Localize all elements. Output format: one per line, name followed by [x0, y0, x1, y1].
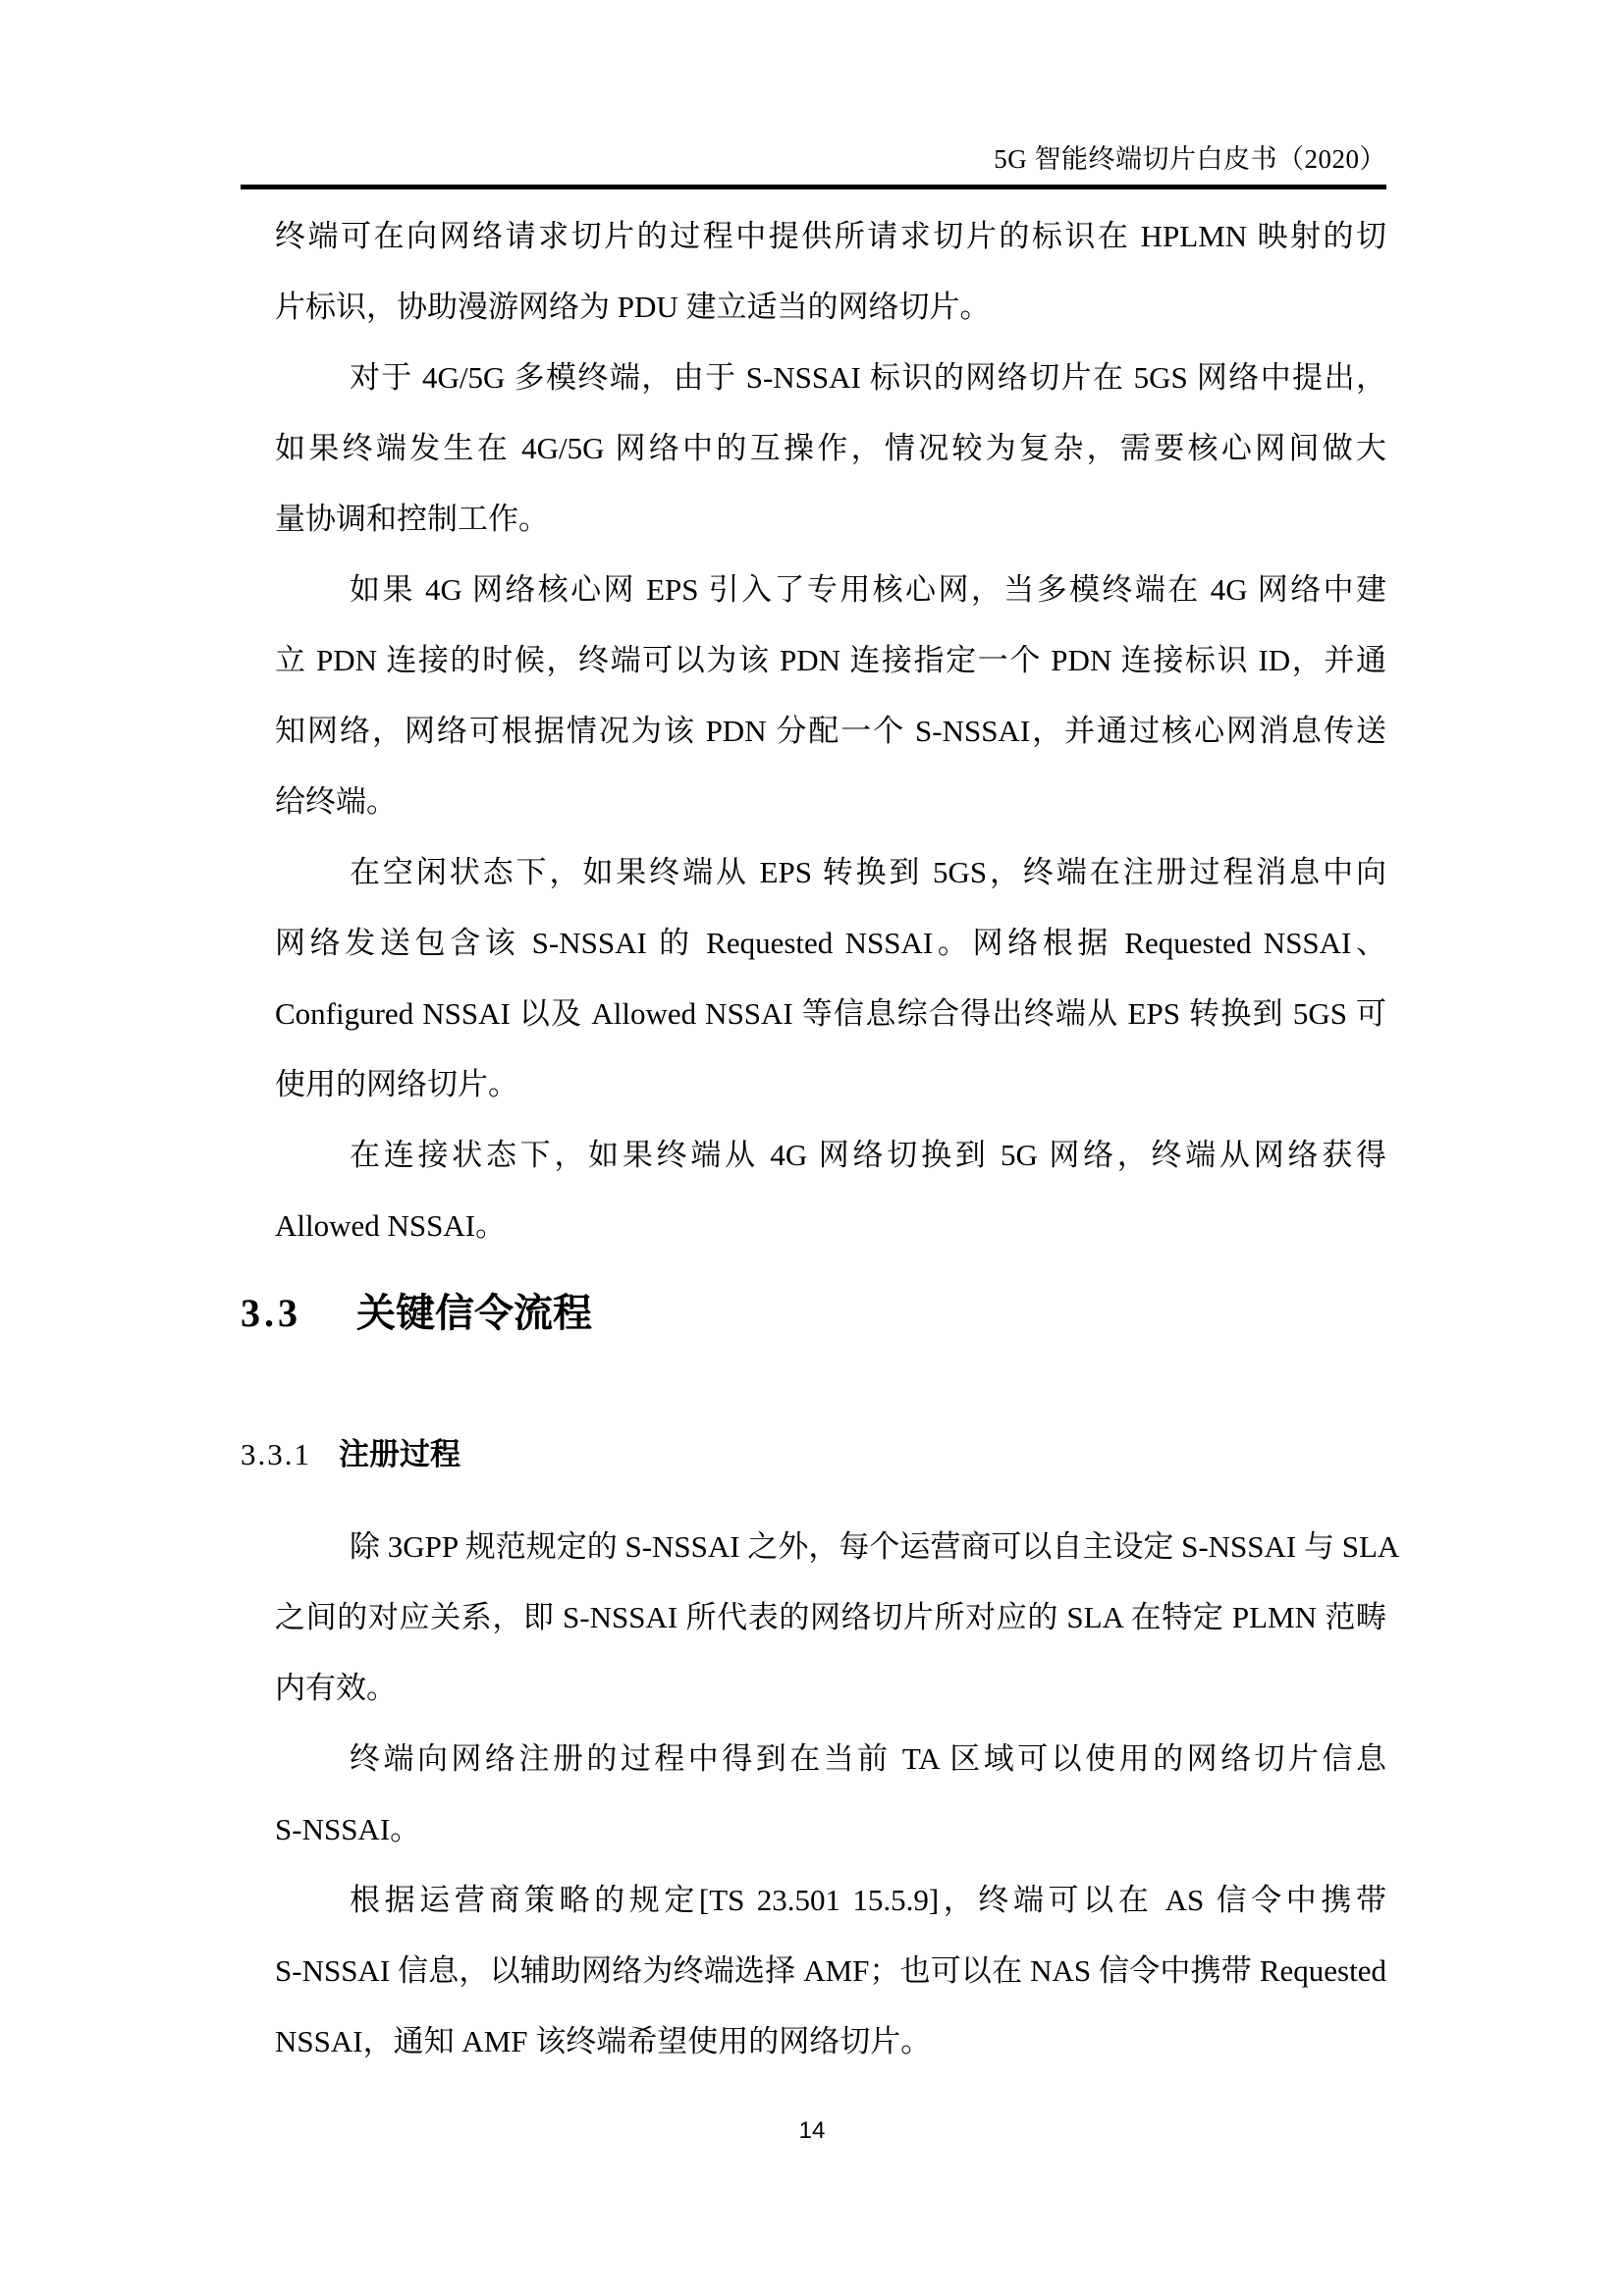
paragraph-line: Configured NSSAI 以及 Allowed NSSAI 等信息综合得出终端从 EPS 转换到 5GS 可	[275, 996, 1386, 1031]
paragraph-line: 片标识，协助漫游网络为 PDU 建立适当的网络切片。	[275, 290, 991, 324]
paragraph-line: NSSAI，通知 AMF 该终端希望使用的网络切片。	[275, 2024, 932, 2058]
heading-number: 3.3	[241, 1291, 301, 1335]
paragraph-line: 网络发送包含该 S-NSSAI 的 Requested NSSAI。网络根据 Requested NSSAI、	[275, 926, 1386, 960]
paragraph-line: Allowed NSSAI。	[275, 1208, 507, 1243]
paragraph	[275, 1512, 1400, 1724]
paragraph-line: 使用的网络切片。	[275, 1067, 518, 1101]
page-number: 14	[798, 2117, 826, 2144]
paragraph-line: 在空闲状态下，如果终端从 EPS 转换到 5GS，终端在注册过程消息中向	[350, 855, 1386, 889]
heading-title: 关键信令流程	[356, 1292, 592, 1335]
paragraph	[275, 555, 1386, 837]
paragraph-line: 除 3GPP 规范规定的 S-NSSAI 之外，每个运营商可以自主设定 S-NSSAI 与 SLA	[350, 1529, 1400, 1564]
paragraph-line: 如果终端发生在 4G/5G 网络中的互操作，情况较为复杂，需要核心网间做大	[275, 431, 1386, 465]
paragraph-line: S-NSSAI。	[275, 1812, 421, 1846]
paragraph-line: 给终端。	[275, 784, 397, 819]
paragraph-line: 根据运营商策略的规定[TS 23.501 15.5.9]，终端可以在 AS 信令中携带	[350, 1883, 1386, 1917]
paragraph-line: 立 PDN 连接的时候，终端可以为该 PDN 连接指定一个 PDN 连接标识 ID，并通	[275, 643, 1386, 677]
paragraph-line: 量协调和控制工作。	[275, 502, 549, 536]
heading-number: 3.3.1	[241, 1437, 311, 1471]
paragraph-line: 终端可在向网络请求切片的过程中提供所请求切片的标识在 HPLMN 映射的切	[275, 219, 1386, 253]
paragraph	[275, 201, 1386, 343]
paragraph	[275, 1865, 1386, 2077]
paragraph-line: 之间的对应关系，即 S-NSSAI 所代表的网络切片所对应的 SLA 在特定 PLMN 范畴	[275, 1600, 1386, 1634]
heading-title: 注册过程	[339, 1437, 460, 1471]
paragraph	[275, 1120, 1386, 1261]
paragraph-line: 对于 4G/5G 多模终端，由于 S-NSSAI 标识的网络切片在 5GS 网络中提出，	[350, 360, 1386, 395]
paragraph-line: 在连接状态下，如果终端从 4G 网络切换到 5G 网络，终端从网络获得	[350, 1138, 1386, 1172]
paragraph	[275, 837, 1386, 1120]
running-header-title: 5G 智能终端切片白皮书（2020）	[994, 144, 1386, 174]
paragraph-line: 终端向网络注册的过程中得到在当前 TA 区域可以使用的网络切片信息	[350, 1741, 1386, 1776]
paragraph	[275, 343, 1386, 555]
paragraph-line: 内有效。	[275, 1671, 397, 1705]
paragraph-line: 如果 4G 网络核心网 EPS 引入了专用核心网，当多模终端在 4G 网络中建	[350, 572, 1386, 607]
subsection-heading	[241, 1435, 1386, 1474]
section-heading	[241, 1290, 1386, 1337]
document-body	[241, 201, 1400, 2077]
header-rule	[241, 185, 1386, 189]
paragraph-line: 知网络，网络可根据情况为该 PDN 分配一个 S-NSSAI，并通过核心网消息传送	[275, 714, 1386, 748]
paragraph	[275, 1724, 1386, 1865]
paragraph-line: S-NSSAI 信息，以辅助网络为终端选择 AMF；也可以在 NAS 信令中携带 Requested	[275, 1953, 1386, 1988]
